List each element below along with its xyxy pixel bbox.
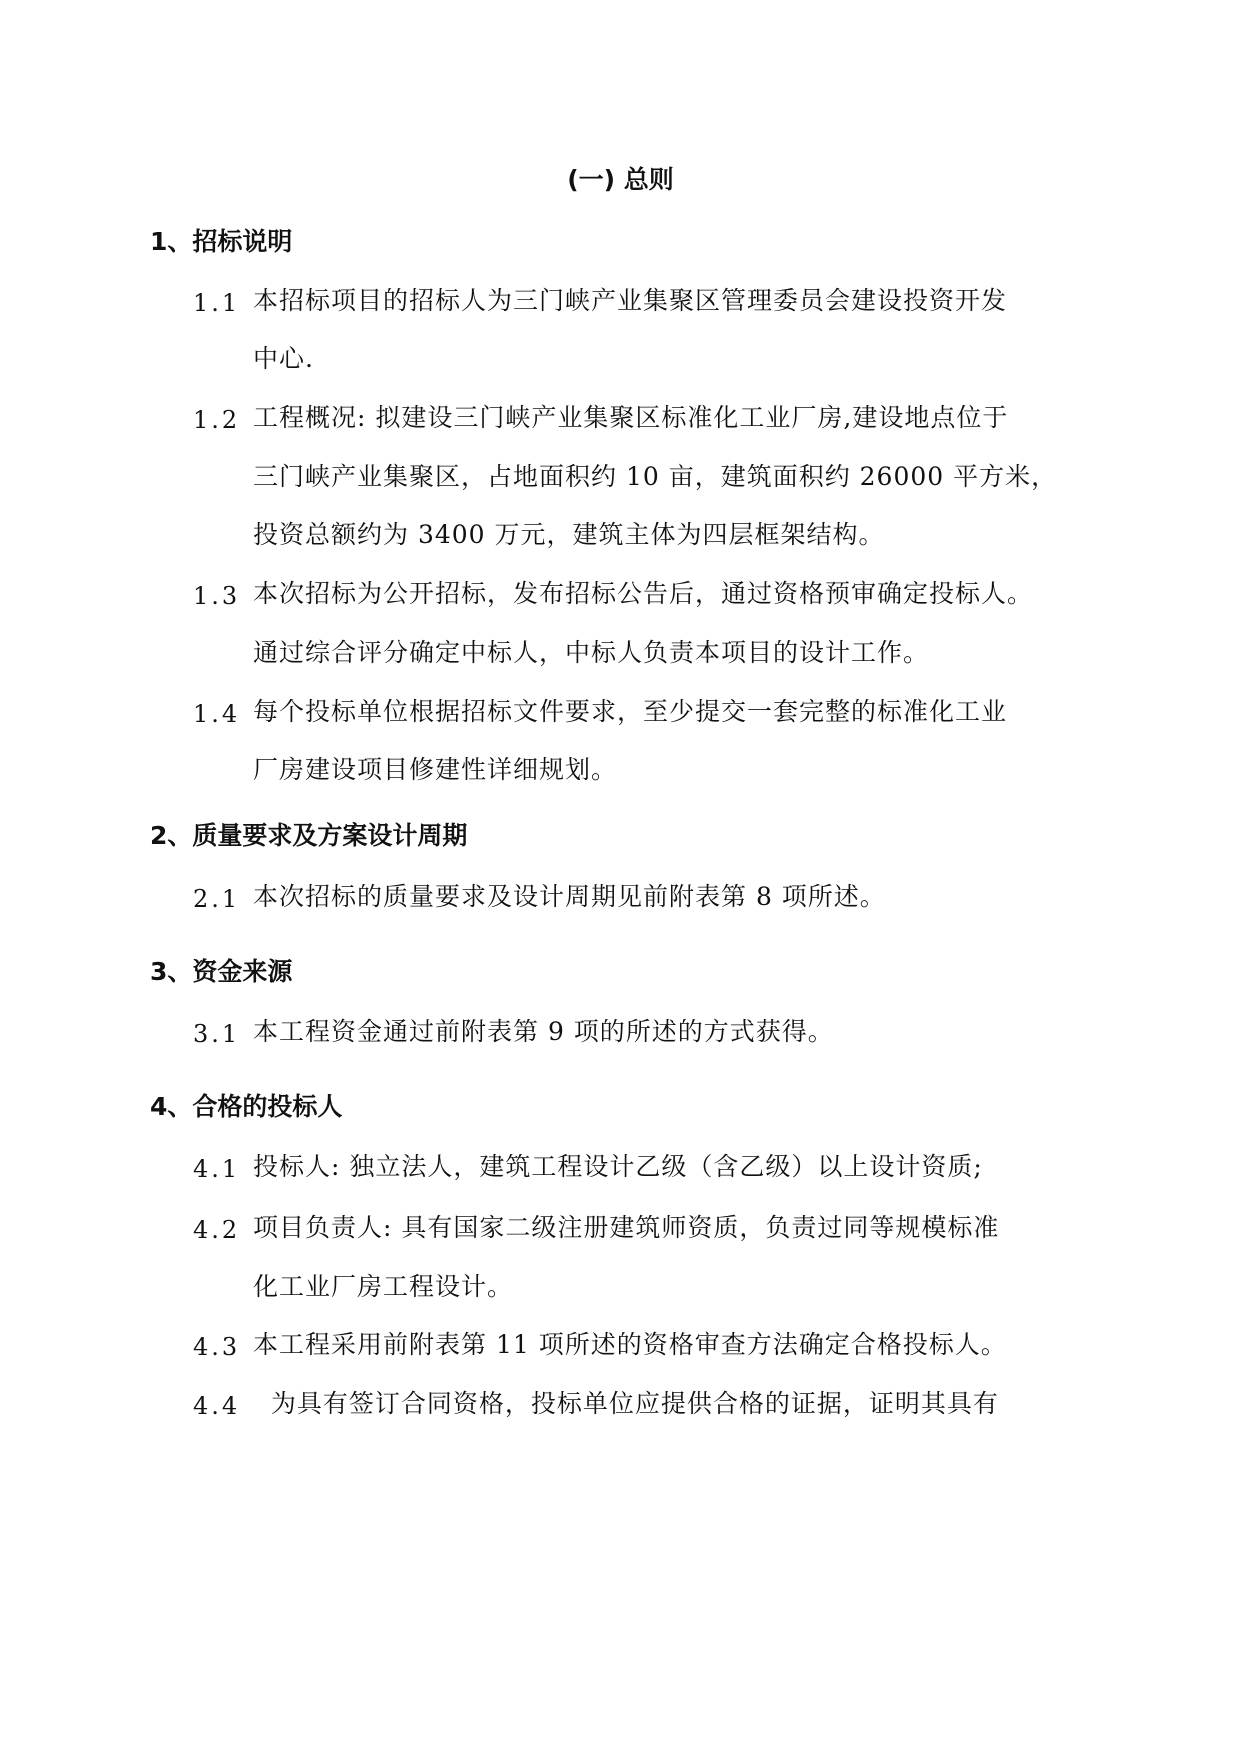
clause-text: 本工程采用前附表第 11 项所述的资格审查方法确定合格投标人。 — [253, 1330, 1007, 1359]
page-title: (一) 总则 — [567, 165, 674, 194]
clause-text: 每个投标单位根据招标文件要求，至少提交一套完整的标准化工业 — [253, 697, 1008, 726]
section-heading: 4、合格的投标人 — [150, 1092, 343, 1121]
clause-number: 4.2 — [193, 1216, 241, 1244]
clause-text: 投标人: 独立法人，建筑工程设计乙级（含乙级）以上设计资质; — [253, 1152, 983, 1181]
clause-number: 4.1 — [193, 1155, 241, 1183]
clause-text: 三门峡产业集聚区，占地面积约 10 亩，建筑面积约 26000 平方米， — [253, 462, 1058, 491]
clause-number: 3.1 — [193, 1020, 241, 1048]
clause-number: 1.2 — [193, 406, 241, 434]
section-heading: 2、质量要求及方案设计周期 — [150, 821, 468, 850]
clause-text: 为具有签订合同资格，投标单位应提供合格的证据，证明其具有 — [253, 1389, 999, 1418]
clause-number: 1.3 — [193, 582, 241, 610]
clause-number: 4.4 — [193, 1392, 241, 1420]
clause-text: 本次招标为公开招标，发布招标公告后，通过资格预审确定投标人。 — [253, 579, 1034, 608]
clause-text: 中心. — [253, 344, 314, 373]
clause-number: 2.1 — [193, 885, 241, 913]
clause-number: 1.4 — [193, 700, 241, 728]
clause-text: 化工业厂房工程设计。 — [253, 1272, 514, 1301]
clause-text: 本招标项目的招标人为三门峡产业集聚区管理委员会建设投资开发 — [253, 286, 1008, 315]
clause-text: 项目负责人: 具有国家二级注册建筑师资质，负责过同等规模标准 — [253, 1213, 1000, 1242]
clause-text: 投资总额约为 3400 万元，建筑主体为四层框架结构。 — [253, 520, 885, 549]
section-heading: 1、招标说明 — [150, 227, 293, 256]
clause-text: 本工程资金通过前附表第 9 项的所述的方式获得。 — [253, 1017, 834, 1046]
clause-text: 通过综合评分确定中标人，中标人负责本项目的设计工作。 — [253, 638, 930, 667]
clause-text: 工程概况: 拟建设三门峡产业集聚区标准化工业厂房,建设地点位于 — [253, 403, 1009, 432]
clause-number: 4.3 — [193, 1333, 241, 1361]
clause-text: 厂房建设项目修建性详细规划。 — [253, 755, 618, 784]
clause-number: 1.1 — [193, 289, 241, 317]
clause-text: 本次招标的质量要求及设计周期见前附表第 8 项所述。 — [253, 882, 886, 911]
section-heading: 3、资金来源 — [150, 957, 293, 986]
